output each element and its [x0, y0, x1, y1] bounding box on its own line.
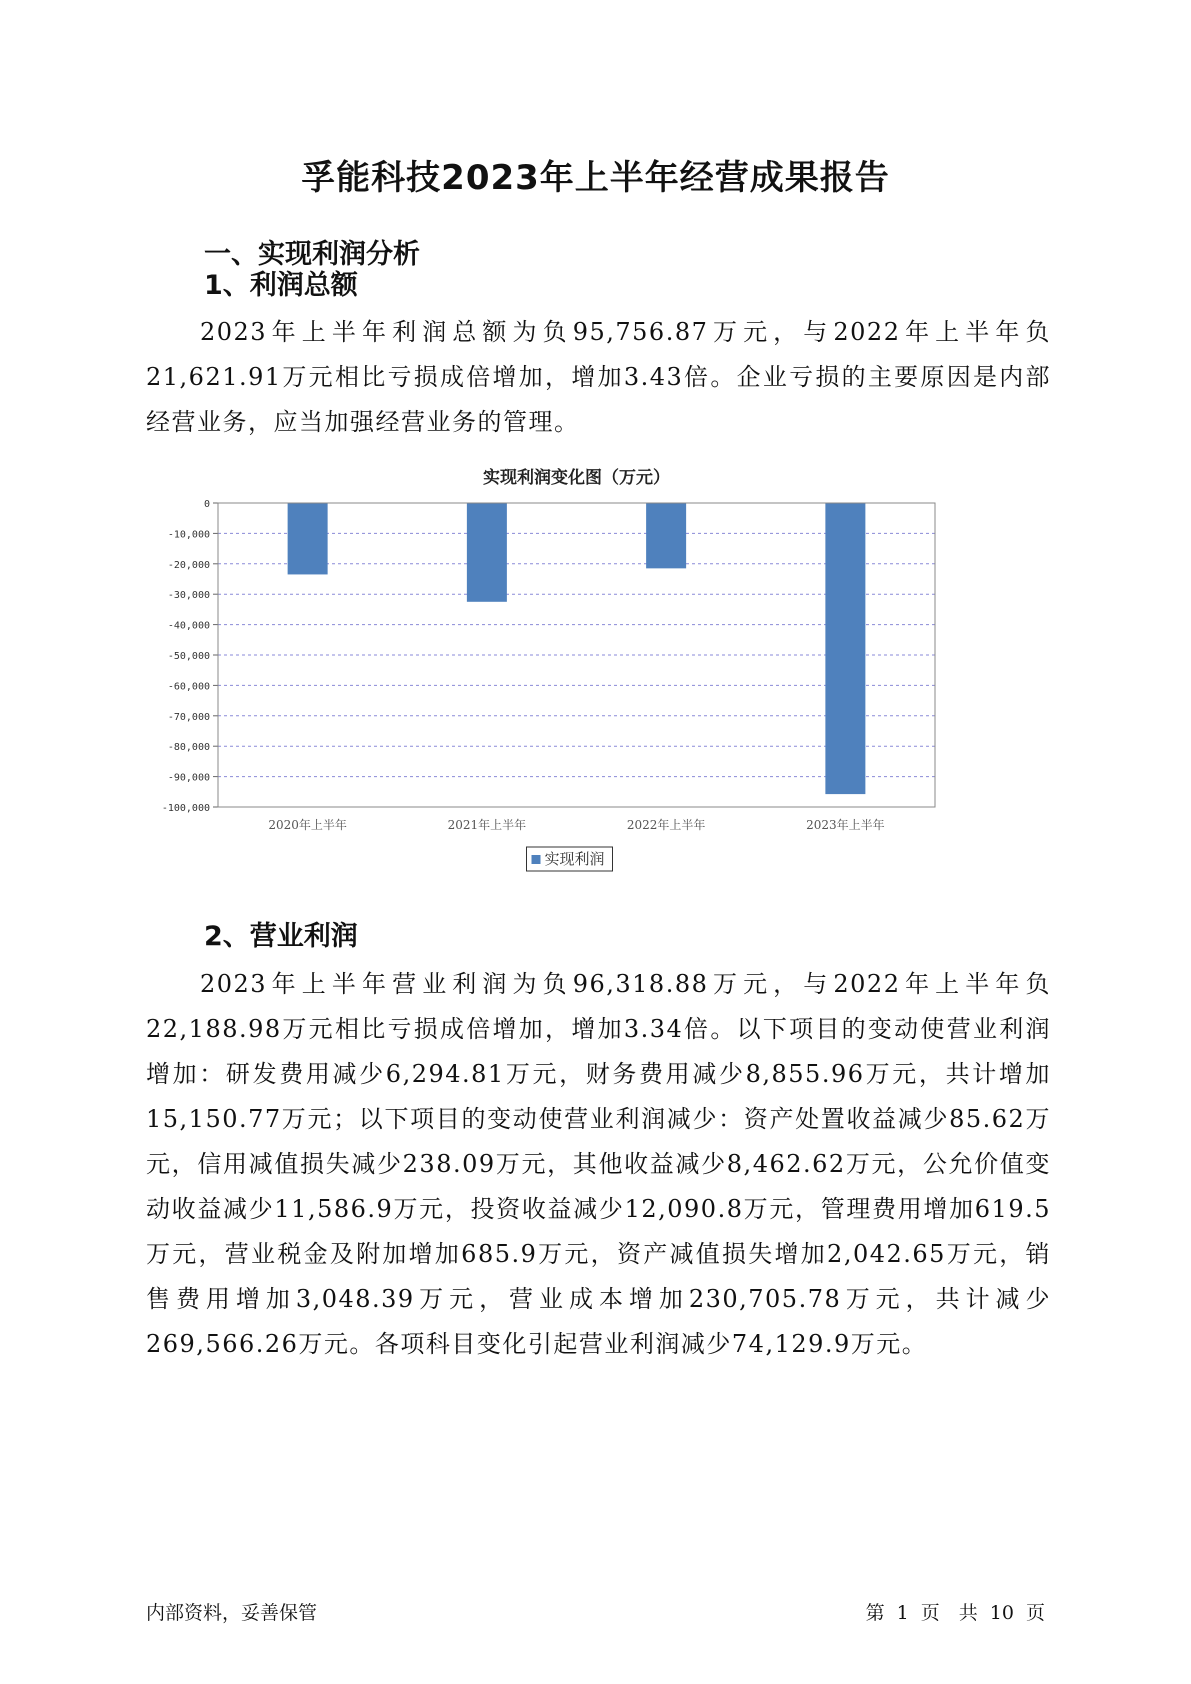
y-tick-label: -50,000 [167, 651, 210, 662]
y-tick-label: -70,000 [167, 711, 210, 723]
bar [467, 503, 507, 602]
operating-profit-paragraph: 2023年上半年营业利润为负96,318.88万元，与2022年上半年负22,188.98万元相比亏损成倍增加，增加3.34倍。以下项目的变动使营业利润增加：研发费用减少6,294.81万元，财务费用减少8,855.96万元，共计增加15,150.77万元；以下项目的变动使营业利润减少：资产处置收益减少85.62万元，信用减值损失减少238.09万元，其他收益减少8,462.62万元，公允价值变动收益减少11,586.9万元，投资收益减少12,090.8万元，管理费用增加619.5万元，营业税金及附加增加685.9万元，资产减值损失增加2,042.65万元，销售费用增加3,048.39万元，营业成本增加230,705.78万元，共计减少269,566.26万元。各项科目变化引起营业利润减少74,129.9万元。 [146, 970, 1051, 1358]
y-tick-label: -30,000 [167, 590, 210, 602]
y-tick-label: -100,000 [161, 803, 210, 814]
y-tick-label: -90,000 [167, 772, 210, 784]
subsection-heading-total-profit: 1、利润总额 [204, 270, 358, 301]
chart-x-ticks [268, 817, 884, 832]
y-tick-label: -40,000 [167, 620, 210, 632]
x-tick-label: 2021年上半年 [447, 818, 527, 832]
legend-swatch [532, 855, 541, 864]
subsection-heading-operating-profit: 2、营业利润 [204, 921, 358, 952]
y-tick-label: -20,000 [167, 559, 210, 571]
y-tick-label: -10,000 [167, 529, 210, 541]
bar [646, 503, 686, 568]
footer-confidential-note: 内部资料，妥善保管 [146, 1602, 318, 1624]
footer-page-number: 第 1 页 共 10 页 [865, 1602, 1045, 1624]
legend-label: 实现利润 [544, 850, 605, 868]
chart-legend [527, 847, 613, 871]
x-tick-label: 2023年上半年 [806, 818, 885, 832]
y-tick-label: -60,000 [167, 681, 210, 693]
y-tick-label: -80,000 [167, 742, 210, 754]
report-title: 孚能科技2023年上半年经营成果报告 [301, 158, 890, 198]
x-tick-label: 2020年上半年 [268, 818, 347, 832]
chart-y-ticks [162, 499, 218, 814]
bar [825, 503, 865, 794]
chart-bars [288, 503, 866, 794]
y-tick-label: 0 [203, 499, 210, 510]
profit-bar-chart [140, 465, 1060, 950]
chart-title: 实现利润变化图（万元） [483, 468, 670, 488]
section-heading-profit-analysis: 一、实现利润分析 [204, 239, 420, 270]
x-tick-label: 2022年上半年 [626, 818, 706, 832]
bar [288, 503, 328, 574]
total-profit-paragraph: 2023年上半年利润总额为负95,756.87万元，与2022年上半年负21,621.91万元相比亏损成倍增加，增加3.43倍。企业亏损的主要原因是内部经营业务，应当加强经营业务的管理。 [146, 318, 1051, 436]
